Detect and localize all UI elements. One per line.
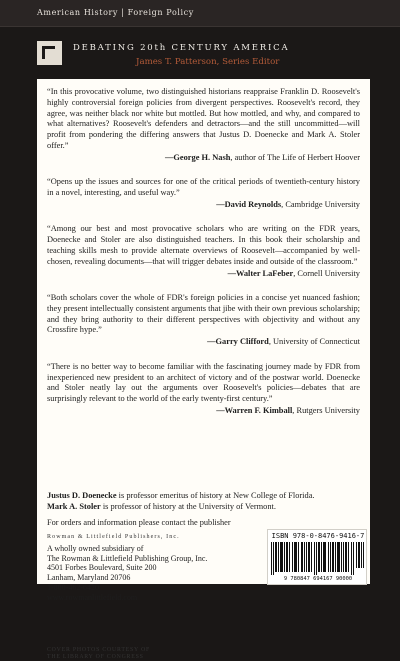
category-bar (0, 0, 400, 27)
quote-affiliation: , Cambridge University (281, 199, 360, 209)
bio-text: is professor of history at the University of Vermont. (100, 501, 276, 511)
quote-author: —Warren F. Kimball (216, 405, 293, 415)
quote-affiliation: , University of Connecticut (268, 337, 360, 347)
quote-attribution (47, 406, 360, 417)
publisher-line: The Rowman & Littlefield Publishing Group, Inc. (47, 553, 208, 563)
quotes-list (47, 87, 360, 430)
quote-author: —David Reynolds (216, 199, 282, 209)
publisher-line: Lanham, Maryland 20706 (47, 573, 131, 583)
quote-text: “Among our best and most provocative scholars who are writing on the FDR years, Doenecke and Stoler are also distinguished teachers. In this book their scholarship and teaching skills mesh to provide alternate overviews of Roosevelt—accompanied by well-chosen, revealing documents—that will trigger debates inside and outside of the classroom.” (47, 224, 360, 266)
quote-author: —Walter LaFeber (227, 268, 294, 278)
quote-text: “Opens up the issues and sources for one of the critical periods of twentieth-century history in a novel, interesting, and useful way.” (47, 177, 360, 198)
isbn-label: ISBN 978-0-8476-9416-7 (271, 532, 365, 540)
bio-text: is professor emeritus of history at New College of Florida. (116, 491, 315, 500)
series-logo-icon (37, 41, 62, 65)
author-bios (47, 491, 360, 512)
quote-text: “Both scholars cover the whole of FDR's foreign policies in a concise yet nuanced fashion; they present intellectually consistent arguments that jibe with their own previous scholarship; and they bring authority to their different perspectives with objectivity and without any Crossfire hype.” (47, 293, 360, 335)
quote-affiliation: , Rutgers University (292, 405, 360, 415)
quote-text: “There is no better way to become familiar with the fascinating journey made by FDR from inexperienced new president to an architect of victory and of the postwar world. Doenecke and Stoler neatly lay out the arguments over Roosevelt's policies—debates that are surprisingly relevant to the world of the early twenty-first century.” (47, 361, 360, 404)
quote-attribution (47, 269, 360, 280)
bio-name: Mark A. Stoler (47, 501, 101, 511)
publisher-website: www.rowmanlittlefield.com (47, 592, 138, 602)
credit-line: COVER PHOTOS COURTESY OF (47, 647, 151, 653)
quote-text: “In this provocative volume, two distinguished historians reappraise Franklin D. Roosevelt's highly controversial foreign policies from divergent perspectives. Roosevelt's record, they agree, was neither black nor white but mottled. But how mottled, and why, and compared to what alternatives? Roosevelt's defenders and detractors—and the still uncommitted—will profit from pondering the differing answers that Justus D. Doenecke and Mark A. Stoler offer.” (47, 87, 360, 150)
publisher-line: A wholly owned subsidiary of (47, 544, 144, 553)
barcode-panel (267, 529, 367, 585)
quote-attribution (47, 153, 360, 164)
publisher-line: 4501 Forbes Boulevard, Suite 200 (47, 563, 157, 573)
orders-line: For orders and information please contact the publisher (47, 518, 231, 527)
quote-2 (47, 177, 360, 210)
quote-attribution (47, 337, 360, 348)
series-title: DEBATING 20th CENTURY AMERICA (73, 43, 290, 53)
publisher-info (47, 544, 252, 602)
publisher-name: Rowman & Littlefield Publishers, Inc. (47, 534, 180, 540)
bio-line (47, 491, 360, 502)
barcode-numbers: 9 780847 694167 90000 (283, 576, 353, 582)
bio-line (47, 502, 360, 513)
category-label: American History | Foreign Policy (37, 8, 194, 17)
quote-3 (47, 224, 360, 279)
bio-name: Justus D. Doenecke (47, 491, 117, 500)
credit-line: THE LIBRARY OF CONGRESS (47, 654, 144, 660)
quote-4 (47, 293, 360, 348)
publisher-line: 1-800-462-6420 (47, 582, 99, 592)
series-editor: James T. Patterson, Series Editor (136, 57, 280, 67)
quote-1 (47, 87, 360, 163)
content-panel (37, 79, 370, 660)
barcode-icon (271, 542, 365, 575)
quote-affiliation: , Cornell University (293, 268, 360, 278)
quote-author: —Garry Clifford (207, 337, 269, 347)
quote-attribution (47, 200, 360, 211)
quote-author: —George H. Nash (165, 152, 231, 162)
quote-affiliation: , author of The Life of Herbert Hoover (230, 152, 360, 162)
cover-photo-credit (47, 647, 150, 661)
quote-5 (47, 362, 360, 417)
